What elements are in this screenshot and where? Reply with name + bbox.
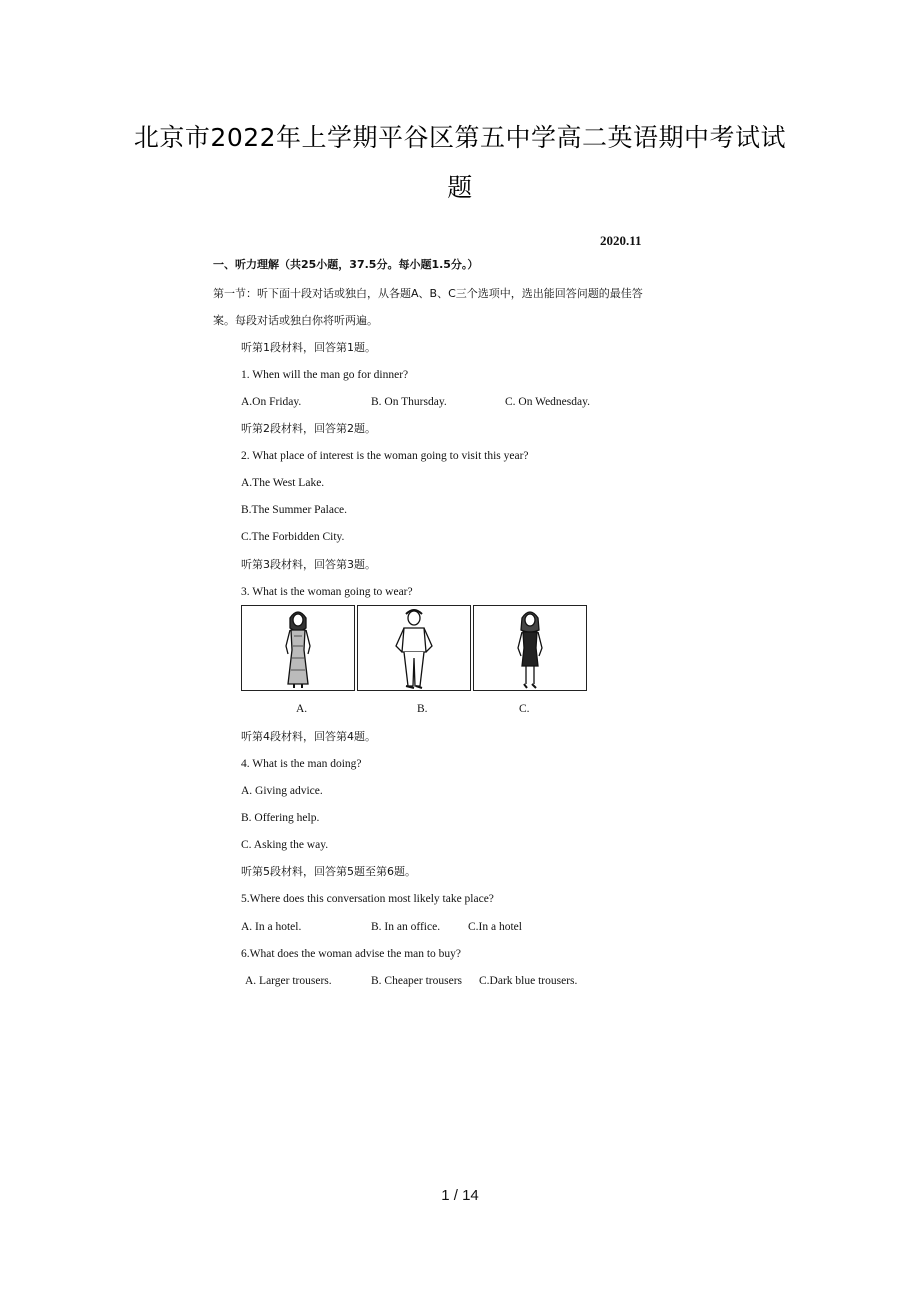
- picture-label-c: C.: [519, 703, 530, 715]
- page-number: [0, 1187, 920, 1204]
- question-4-option-a: A. Giving advice.: [241, 785, 323, 797]
- question-4-option-b: B. Offering help.: [241, 812, 320, 824]
- picture-a-long-dress: [241, 605, 355, 691]
- question-1-option-c: C. On Wednesday.: [505, 396, 590, 408]
- part1-instruction-line-1: 第一节：听下面十段对话或独白，从各题A、B、C三个选项中，选出能回答问题的最佳答: [213, 287, 643, 300]
- material-2-heading: 听第2段材料，回答第2题。: [241, 422, 376, 435]
- document-title-line-2: 题: [447, 173, 473, 202]
- question-4-option-c: C. Asking the way.: [241, 839, 329, 851]
- section-heading: 一、听力理解（共25小题，37.5分。每小题1.5分。）: [213, 258, 479, 271]
- question-5-option-a: A. In a hotel.: [241, 921, 302, 933]
- page-current: 1: [441, 1187, 450, 1204]
- material-1-heading: 听第1段材料，回答第1题。: [241, 341, 376, 354]
- question-3: 3. What is the woman going to wear?: [241, 586, 413, 598]
- material-4-heading: 听第4段材料，回答第4题。: [241, 730, 376, 743]
- question-1-option-b: B. On Thursday.: [371, 396, 447, 408]
- question-5-option-c: C.In a hotel: [468, 921, 522, 933]
- material-5-heading: 听第5段材料，回答第5题至第6题。: [241, 865, 416, 878]
- question-3-pictures: [241, 605, 587, 691]
- question-6-option-c: C.Dark blue trousers.: [479, 975, 578, 987]
- question-6-option-b: B. Cheaper trousers: [371, 975, 463, 987]
- exam-date: 2020.11: [600, 233, 642, 248]
- page-total: 14: [462, 1187, 479, 1204]
- question-1-option-a: A.On Friday.: [241, 396, 302, 408]
- picture-c-short-dress: [473, 605, 587, 691]
- picture-label-b: B.: [417, 703, 428, 715]
- question-5: 5.Where does this conversation most likely take place?: [241, 893, 494, 905]
- question-2-option-c: C.The Forbidden City.: [241, 531, 345, 543]
- question-2-option-a: A.The West Lake.: [241, 477, 325, 489]
- material-3-heading: 听第3段材料，回答第3题。: [241, 558, 376, 571]
- question-4: 4. What is the man doing?: [241, 758, 362, 770]
- document-title-line-1: 北京市2022年上学期平谷区第五中学高二英语期中考试试: [133, 123, 787, 152]
- page-separator: /: [453, 1187, 458, 1204]
- part1-instruction-line-2: 案。每段对话或独白你将听两遍。: [213, 314, 378, 327]
- question-6: 6.What does the woman advise the man to buy?: [241, 948, 462, 960]
- question-1: 1. When will the man go for dinner?: [241, 369, 409, 381]
- question-2: 2. What place of interest is the woman going to visit this year?: [241, 450, 529, 462]
- picture-b-shirt-and-trousers: [357, 605, 471, 691]
- picture-label-a: A.: [296, 703, 308, 715]
- question-2-option-b: B.The Summer Palace.: [241, 504, 348, 516]
- question-6-option-a: A. Larger trousers.: [245, 975, 332, 987]
- question-5-option-b: B. In an office.: [371, 921, 441, 933]
